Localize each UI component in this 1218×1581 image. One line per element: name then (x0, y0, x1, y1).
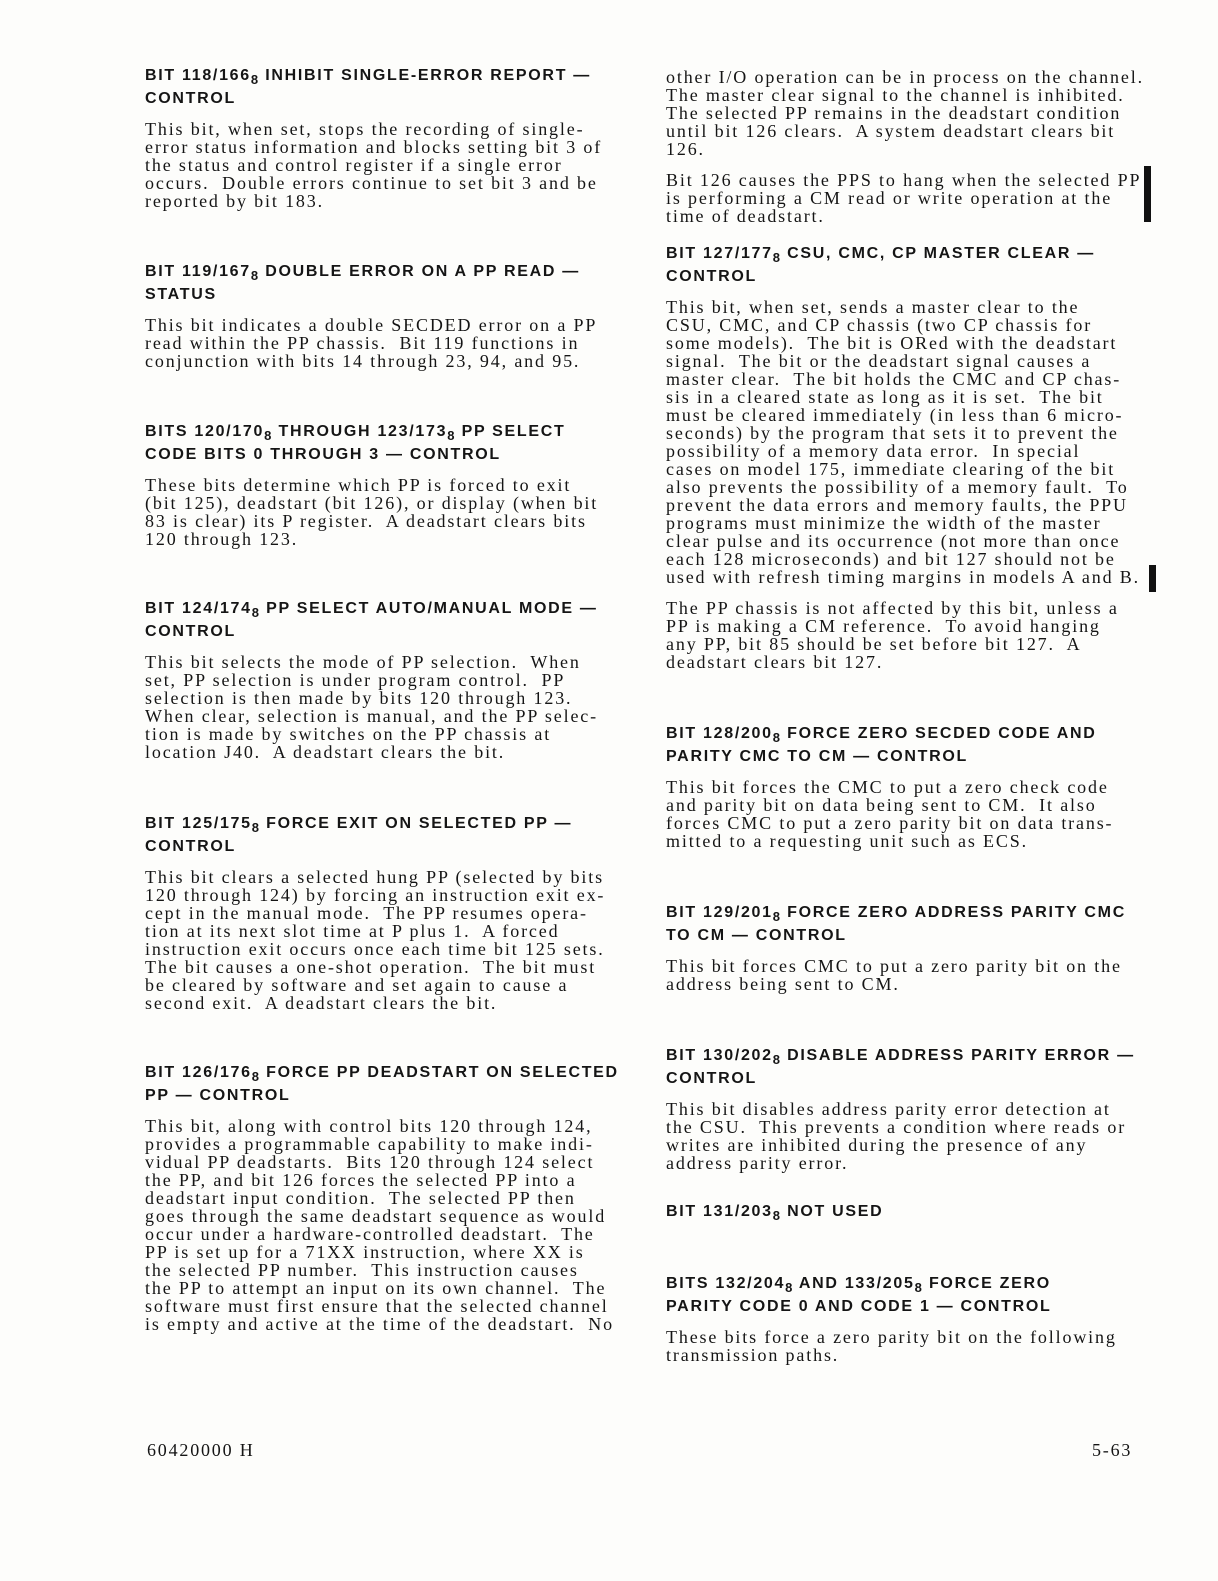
body-line: CSU, CMC, and CP chassis (two CP chassis for (666, 315, 1093, 335)
body-line: vidual PP deadstarts. Bits 120 through 124 select (145, 1152, 595, 1172)
heading-line (145, 835, 605, 858)
heading-line (145, 1061, 619, 1084)
section-bit-126-continued (666, 68, 1144, 225)
section-heading (145, 1061, 619, 1107)
body-line: address parity error. (666, 1153, 849, 1173)
body-line: deadstart clears bit 127. (666, 652, 884, 672)
section-bit-124 (145, 597, 598, 761)
paragraph (145, 653, 598, 761)
paragraph (666, 298, 1140, 586)
heading-text: FORCE PP DEADSTART ON SELECTED (260, 1064, 619, 1081)
octal-subscript: 8 (264, 428, 273, 443)
octal-subscript: 8 (251, 605, 260, 620)
body-line: master clear. The bit holds the CMC and CP chas- (666, 369, 1122, 389)
body-line: the PP to attempt an input on its own channel. The (145, 1278, 607, 1298)
body-line: reported by bit 183. (145, 191, 324, 211)
body-line: the status and control register if a single error (145, 155, 563, 175)
body-line: the PP, and bit 126 forces the selected PP into a (145, 1170, 577, 1190)
heading-line (666, 901, 1126, 924)
body-line: This bit clears a selected hung PP (selected by bits (145, 867, 604, 887)
body-line: Bit 126 causes the PPS to hang when the selected PP (666, 170, 1142, 190)
heading-line (666, 1044, 1135, 1067)
heading-text: BITS 120/170 (145, 423, 265, 440)
heading-line (666, 1200, 883, 1223)
section-bits-132-133 (666, 1272, 1117, 1364)
section-bit-131 (666, 1200, 883, 1223)
body-line: This bit forces CMC to put a zero parity bit on the (666, 956, 1122, 976)
body-line: cases on model 175, immediate clearing of the bit (666, 459, 1116, 479)
body-line: programs must minimize the width of the master (666, 513, 1102, 533)
section-heading (145, 812, 605, 858)
section-bit-119 (145, 260, 597, 370)
octal-subscript: 8 (250, 268, 260, 283)
body-line: transmission paths. (666, 1345, 840, 1365)
heading-line (145, 1084, 619, 1107)
heading-line (666, 1295, 1117, 1318)
body-line: tion at its next slot time at P plus 1. A forced (145, 921, 560, 941)
heading-line (145, 283, 597, 306)
body-line: The bit causes a one-shot operation. The bit must (145, 957, 597, 977)
body-line: also prevents the possibility of a memory fault. To (666, 477, 1129, 497)
body-line: 120 through 124) by forcing an instruction exit ex- (145, 885, 606, 905)
body-line: selection is then made by bits 120 through 123. (145, 688, 573, 708)
heading-line (145, 64, 602, 87)
heading-text: PARITY CMC TO CM — CONTROL (666, 748, 968, 765)
paragraph (666, 778, 1113, 850)
body-line: 126. (666, 139, 705, 159)
paragraph (145, 120, 602, 210)
body-line: software must first ensure that the selected channel (145, 1296, 609, 1316)
heading-text: BIT 127/177 (666, 245, 773, 262)
body-line: provides a programmable capability to make indi- (145, 1134, 594, 1154)
heading-text: INHIBIT SINGLE-ERROR REPORT — (259, 67, 592, 84)
heading-text: PP — CONTROL (145, 1087, 291, 1104)
heading-line (145, 87, 602, 110)
body-line: These bits force a zero parity bit on the following (666, 1327, 1117, 1347)
body-line: must be cleared immediately (in less than 6 micro- (666, 405, 1124, 425)
section-heading (145, 64, 602, 110)
body-line: be cleared by software and set again to cause a (145, 975, 569, 995)
heading-text: CONTROL (145, 90, 237, 107)
body-line: location J40. A deadstart clears the bit. (145, 742, 506, 762)
heading-line (145, 260, 597, 283)
octal-subscript: 8 (785, 1280, 794, 1295)
heading-line (666, 265, 1140, 288)
section-heading (666, 1272, 1117, 1318)
body-line: This bit forces the CMC to put a zero check code (666, 777, 1109, 797)
heading-text: PARITY CODE 0 AND CODE 1 — CONTROL (666, 1298, 1052, 1315)
paragraph (145, 316, 597, 370)
body-line: tion is made by switches on the PP chassis at (145, 724, 552, 744)
body-line: occurs. Double errors continue to set bit 3 and be (145, 173, 598, 193)
heading-text: PP SELECT AUTO/MANUAL MODE — (260, 600, 598, 617)
heading-text: NOT USED (781, 1203, 884, 1220)
octal-subscript: 8 (772, 730, 781, 745)
body-line: PP is making a CM reference. To avoid hanging (666, 616, 1101, 636)
heading-text: CSU, CMC, CP MASTER CLEAR — (781, 245, 1095, 262)
heading-line (145, 620, 598, 643)
heading-text: BIT 126/176 (145, 1064, 252, 1081)
octal-subscript: 8 (250, 72, 260, 87)
body-line: each 128 microseconds) and bit 127 should not be (666, 549, 1116, 569)
heading-text: BIT 131/203 (666, 1203, 773, 1220)
body-line: second exit. A deadstart clears the bit. (145, 993, 498, 1013)
octal-subscript: 8 (914, 1280, 923, 1295)
heading-text: CONTROL (666, 268, 758, 285)
body-line: sis in a cleared state as long as it is set. The bit (666, 387, 1104, 407)
body-line: The selected PP remains in the deadstart condition (666, 103, 1122, 123)
section-heading (666, 1200, 883, 1223)
section-heading (145, 260, 597, 306)
heading-text: DOUBLE ERROR ON A PP READ — (259, 263, 580, 280)
octal-subscript: 8 (772, 250, 781, 265)
heading-text: CODE BITS 0 THROUGH 3 — CONTROL (145, 446, 501, 463)
body-line: writes are inhibited during the presence of any (666, 1135, 1088, 1155)
body-line: prevent the data errors and memory faults, the PPU (666, 495, 1128, 515)
heading-text: BIT 129/201 (666, 904, 773, 921)
section-heading (666, 722, 1113, 768)
body-line: instruction exit occurs once each time bit 125 sets. (145, 939, 605, 959)
octal-subscript: 8 (772, 1052, 781, 1067)
heading-text: AND 133/205 (793, 1275, 915, 1292)
section-heading (666, 242, 1140, 288)
heading-line (666, 242, 1140, 265)
body-line: forces CMC to put a zero parity bit on data trans- (666, 813, 1114, 833)
body-line: 83 is clear) its P register. A deadstart clears bits (145, 511, 587, 531)
heading-text: DISABLE ADDRESS PARITY ERROR — (781, 1047, 1135, 1064)
paragraph (666, 599, 1140, 671)
octal-subscript: 8 (447, 428, 456, 443)
body-line: set, PP selection is under program control. PP (145, 670, 566, 690)
document-number: 60420000 H (147, 1440, 255, 1460)
body-line: (bit 125), deadstart (bit 126), or display (when bit (145, 493, 599, 513)
body-line: This bit indicates a double SECDED error on a PP (145, 315, 598, 335)
paragraph (666, 1100, 1135, 1172)
heading-text: CONTROL (145, 623, 237, 640)
body-line: The PP chassis is not affected by this bit, unless a (666, 598, 1119, 618)
body-line: other I/O operation can be in process on the channel. (666, 67, 1144, 87)
body-line: clear pulse and its occurrence (not more than once (666, 531, 1121, 551)
body-line: some models). The bit is ORed with the deadstart (666, 333, 1118, 353)
body-line: This bit, when set, stops the recording of single- (145, 119, 585, 139)
heading-line (145, 597, 598, 620)
section-bit-129 (666, 901, 1126, 993)
heading-text: BIT 124/174 (145, 600, 252, 617)
heading-text: PP SELECT (455, 423, 566, 440)
octal-subscript: 8 (251, 1069, 260, 1084)
paragraph (145, 476, 598, 548)
paragraph (666, 1328, 1117, 1364)
change-bar (1149, 565, 1156, 592)
body-line: the CSU. This prevents a condition where reads or (666, 1117, 1127, 1137)
heading-line (666, 722, 1113, 745)
heading-text: THROUGH 123/173 (272, 423, 448, 440)
section-bits-120-123 (145, 420, 598, 548)
body-line: This bit, when set, sends a master clear to the (666, 297, 1080, 317)
body-line: 120 through 123. (145, 529, 299, 549)
body-line: signal. The bit or the deadstart signal causes a (666, 351, 1092, 371)
paragraph (145, 868, 605, 1012)
section-bit-125 (145, 812, 605, 1012)
body-line: This bit selects the mode of PP selection. When (145, 652, 581, 672)
body-line: goes through the same deadstart sequence as would (145, 1206, 607, 1226)
body-line: The master clear signal to the channel is inhibited. (666, 85, 1125, 105)
section-heading (145, 420, 598, 466)
heading-line (666, 1272, 1117, 1295)
heading-line (666, 1067, 1135, 1090)
body-line: read within the PP chassis. Bit 119 functions in (145, 333, 580, 353)
heading-text: BIT 119/167 (145, 263, 251, 280)
paragraph (666, 957, 1126, 993)
octal-subscript: 8 (251, 820, 260, 835)
body-line: This bit disables address parity error detection at (666, 1099, 1111, 1119)
body-line: possibility of a memory data error. In special (666, 441, 1081, 461)
section-heading (666, 1044, 1135, 1090)
heading-text: FORCE ZERO ADDRESS PARITY CMC (781, 904, 1126, 921)
heading-text: STATUS (145, 286, 217, 303)
paragraph (666, 171, 1144, 225)
heading-line (145, 443, 598, 466)
heading-text: FORCE ZERO SECDED CODE AND (781, 725, 1097, 742)
body-line: time of deadstart. (666, 206, 825, 226)
section-bit-118 (145, 64, 602, 210)
body-line: address being sent to CM. (666, 974, 900, 994)
heading-text: TO CM — CONTROL (666, 927, 847, 944)
octal-subscript: 8 (772, 909, 781, 924)
section-heading (666, 901, 1126, 947)
body-line: and parity bit on data being sent to CM. It also (666, 795, 1097, 815)
section-bit-126 (145, 1061, 619, 1333)
body-line: deadstart input condition. The selected PP then (145, 1188, 576, 1208)
body-line: cept in the manual mode. The PP resumes opera- (145, 903, 588, 923)
body-line: PP is set up for a 71XX instruction, where XX is (145, 1242, 585, 1262)
body-line: is empty and active at the time of the deadstart. No (145, 1314, 614, 1334)
heading-text: BIT 130/202 (666, 1047, 773, 1064)
body-line: is performing a CM read or write operation at the (666, 188, 1113, 208)
paragraph (145, 1117, 619, 1333)
change-bar (1144, 166, 1151, 222)
body-line: the selected PP number. This instruction causes (145, 1260, 579, 1280)
body-line: any PP, bit 85 should be set before bit 127. A (666, 634, 1082, 654)
body-line: occur under a hardware-controlled deadstart. The (145, 1224, 595, 1244)
body-line: used with refresh timing margins in models A and B. (666, 567, 1140, 587)
paragraph (666, 68, 1144, 158)
body-line: This bit, along with control bits 120 through 124, (145, 1116, 593, 1136)
body-line: error status information and blocks setting bit 3 of (145, 137, 603, 157)
heading-text: BIT 118/166 (145, 67, 251, 84)
heading-text: CONTROL (145, 838, 237, 855)
body-line: until bit 126 clears. A system deadstart clears bit (666, 121, 1116, 141)
heading-text: CONTROL (666, 1070, 758, 1087)
body-line: When clear, selection is manual, and the PP selec- (145, 706, 598, 726)
heading-line (666, 745, 1113, 768)
octal-subscript: 8 (772, 1208, 781, 1223)
heading-line (145, 812, 605, 835)
body-line: seconds) by the program that sets it to prevent the (666, 423, 1119, 443)
section-bit-128 (666, 722, 1113, 850)
heading-text: BITS 132/204 (666, 1275, 786, 1292)
section-bit-127 (666, 242, 1140, 671)
heading-text: BIT 128/200 (666, 725, 773, 742)
section-bit-130 (666, 1044, 1135, 1172)
page-number: 5-63 (1092, 1440, 1133, 1460)
body-line: mitted to a requesting unit such as ECS. (666, 831, 1028, 851)
heading-text: FORCE EXIT ON SELECTED PP — (260, 815, 573, 832)
body-line: conjunction with bits 14 through 23, 94, and 95. (145, 351, 581, 371)
heading-line (666, 924, 1126, 947)
heading-text: BIT 125/175 (145, 815, 252, 832)
body-line: These bits determine which PP is forced to exit (145, 475, 572, 495)
heading-text: FORCE ZERO (922, 1275, 1051, 1292)
section-heading (145, 597, 598, 643)
heading-line (145, 420, 598, 443)
